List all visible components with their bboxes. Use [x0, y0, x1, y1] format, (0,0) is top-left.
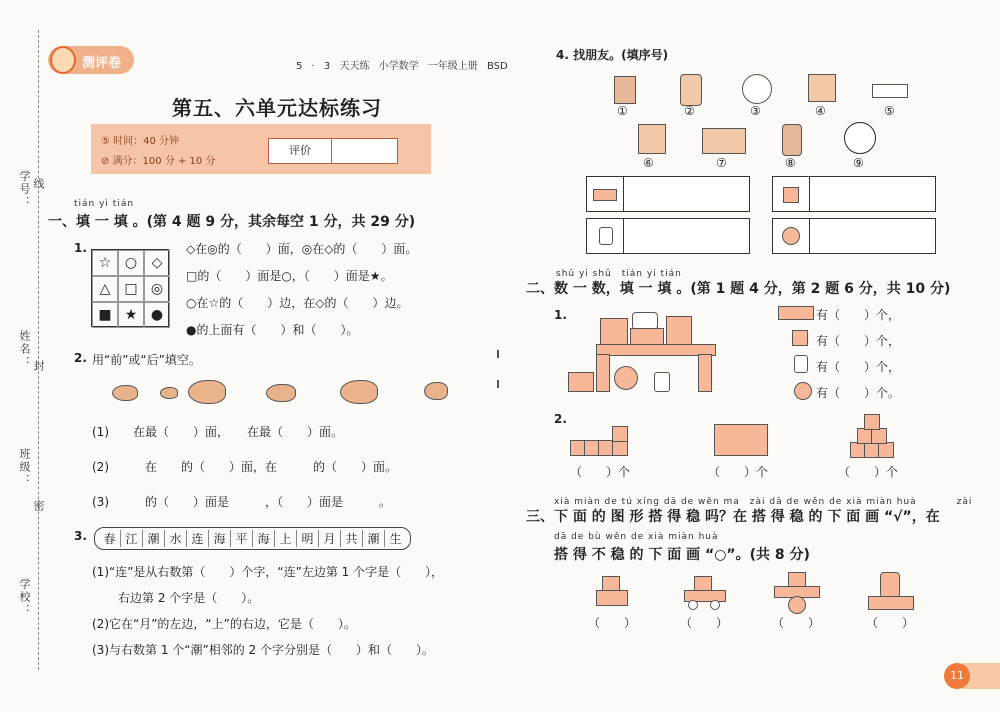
- q2-prompt: 用“前”或“后”填空。: [92, 353, 201, 367]
- sort-box-cylinder[interactable]: [586, 218, 750, 254]
- stack-count-1: （ ）个: [570, 465, 631, 479]
- q3-line-4: (3)与右数第 1 个“潮”相邻的 2 个字分别是（ ）和（ ）。: [92, 643, 434, 657]
- char-cell: 海: [209, 530, 231, 547]
- binding-mark-seal: 封: [32, 360, 45, 373]
- q2-line-2: (2) 在 的（ ）面，在 的（ ）面。: [92, 460, 398, 474]
- sec3-line-1: 三、下 面 的 图 形 搭 得 稳 吗？在 搭 得 稳 的 下 面 画 “√”，在: [526, 509, 940, 525]
- badge-label: 测评卷: [82, 56, 122, 71]
- q4-title: 4. 找朋友。(填序号): [556, 48, 669, 62]
- stack-count-2: （ ）个: [708, 465, 769, 479]
- stack-count-3: （ ）个: [838, 465, 899, 479]
- block-building-figure: [566, 310, 716, 400]
- q3-line-3: (2)它在“月”的左边，“上”的右边，它是（ ）。: [92, 617, 356, 631]
- box-icon: [702, 128, 746, 154]
- fish-icon: [112, 385, 138, 401]
- q4-label: ③: [750, 104, 761, 118]
- class-label: 班级：: [18, 448, 31, 487]
- stability-answer-3: （ ）: [772, 616, 821, 630]
- char-cell: 潮: [143, 530, 165, 547]
- binding-line: [38, 30, 39, 670]
- volleyball-icon: [742, 74, 772, 104]
- fish-icon: [188, 380, 226, 404]
- sec3-pinyin-2: dā de bù wěn de xià miàn huà: [554, 532, 719, 542]
- cube-icon: [792, 330, 808, 346]
- sec3-line-2: 搭 得 不 稳 的 下 面 画 “○”。(共 8 分): [554, 547, 810, 563]
- sec2-pinyin: shǔ yi shǔ tián yi tián: [556, 269, 682, 279]
- sec2-title: 二、数 一 数，填 一 填 。(第 1 题 4 分，第 2 题 6 分，共 10 分): [526, 281, 951, 297]
- char-cell: 海: [253, 530, 275, 547]
- shape-grid: [91, 249, 169, 327]
- stability-answer-1: （ ）: [588, 616, 637, 630]
- grid-cell: ■: [92, 302, 118, 328]
- sec1-title: 一、填 一 填 。(第 4 题 9 分，其余每空 1 分，共 29 分): [48, 214, 416, 230]
- stability-answer-4: （ ）: [866, 616, 915, 630]
- test-badge: [48, 46, 134, 74]
- school-label: 学校：: [18, 578, 31, 617]
- book-icon: [614, 76, 636, 104]
- sort-box-cuboid[interactable]: [586, 176, 750, 212]
- q4-label: ⑤: [884, 104, 895, 118]
- grid-cell: ◇: [144, 250, 170, 276]
- rubiks-cube-icon: [808, 74, 836, 102]
- cube-stack-2: [710, 418, 770, 458]
- stability-answer-2: （ ）: [680, 616, 729, 630]
- char-cell: 江: [121, 530, 143, 547]
- q4-label: ⑥: [643, 156, 654, 170]
- fish-icon: [160, 387, 178, 399]
- evaluation-label: 评价: [269, 139, 332, 163]
- soccer-ball-icon: [844, 122, 876, 154]
- count-sphere: 有（ ）个。: [816, 386, 901, 400]
- page-title: 第五、六单元达标练习: [172, 96, 382, 120]
- name-label: 姓名：: [18, 330, 31, 369]
- q2-number: 2.: [74, 351, 87, 365]
- log-icon: [782, 124, 802, 156]
- grid-cell: ◎: [144, 276, 170, 302]
- fish-icon: [266, 384, 296, 402]
- book-header: 5 · 3 天天练 小学数学 一年级上册 BSD: [296, 61, 508, 72]
- q4-label: ①: [617, 104, 628, 118]
- char-cell: 月: [319, 530, 341, 547]
- char-cell: 连: [187, 530, 209, 547]
- cylinder-icon: [587, 219, 624, 253]
- q4-label: ②: [684, 104, 695, 118]
- cube-stack-3: [846, 412, 896, 458]
- q4-label: ⑨: [853, 156, 864, 170]
- binding-mark-secret: 密: [32, 500, 45, 513]
- count-cube: 有（ ）个，: [816, 334, 901, 348]
- char-cell: 潮: [363, 530, 385, 547]
- char-cell: 上: [275, 530, 297, 547]
- sort-box-sphere[interactable]: [772, 218, 936, 254]
- time-limit: ⑤ 时间：40 分钟: [101, 136, 180, 147]
- cube-icon: [773, 177, 810, 211]
- cylinder-icon: [794, 355, 808, 373]
- sec2-q2-number: 2.: [554, 412, 567, 426]
- q4-label: ⑧: [785, 156, 796, 170]
- binding-mark-line: 线: [32, 178, 45, 191]
- q2-line-1: (1) 在最（ ）面， 在最（ ）面。: [92, 425, 343, 439]
- fold-mark: [497, 350, 499, 358]
- char-cell: 共: [341, 530, 363, 547]
- tea-can-icon: [680, 74, 702, 106]
- char-cell: 生: [389, 532, 402, 546]
- stack-figure-2: [680, 572, 730, 612]
- char-cell: 水: [165, 530, 187, 547]
- page-number: 11: [944, 663, 970, 689]
- fish-icon: [340, 380, 378, 404]
- char-cell: 平: [231, 530, 253, 547]
- grid-cell: ●: [144, 302, 170, 328]
- eraser-icon: [872, 84, 908, 98]
- sphere-icon: [773, 219, 810, 253]
- full-score: ⊘ 满分：100 分 + 10 分: [101, 156, 216, 167]
- q1-line-3: ○在☆的（ ）边，在◇的（ ）边。: [186, 296, 409, 310]
- count-cylinder: 有（ ）个，: [816, 360, 901, 374]
- sec1-pinyin: tián yì tián: [74, 199, 135, 209]
- q3-line-1: (1)“连”是从右数第（ ）个字，“连”左边第 1 个字是（ ），: [92, 565, 444, 579]
- q3-number: 3.: [74, 529, 87, 543]
- stack-figure-1: [592, 572, 636, 612]
- evaluation-box[interactable]: [268, 138, 398, 164]
- cuboid-icon: [778, 306, 814, 320]
- count-cuboid: 有（ ）个，: [816, 308, 901, 322]
- grid-cell: ○: [118, 250, 144, 276]
- stack-figure-4: [866, 570, 916, 614]
- sort-box-cube[interactable]: [772, 176, 936, 212]
- char-cell: 明: [297, 530, 319, 547]
- sec2-q1-number: 1.: [554, 308, 567, 322]
- sphere-icon: [794, 382, 812, 400]
- q1-line-4: ●的上面有（ ）和（ ）。: [186, 323, 359, 337]
- q3-line-2: 右边第 2 个字是（ ）。: [118, 591, 260, 605]
- q4-label: ④: [815, 104, 826, 118]
- fold-mark: [497, 380, 499, 388]
- washing-machine-icon: [638, 124, 666, 154]
- cube-stack-1: [570, 422, 636, 456]
- grid-cell: ☆: [92, 250, 118, 276]
- mascot-icon: [50, 46, 76, 74]
- grid-cell: △: [92, 276, 118, 302]
- stack-figure-3: [772, 570, 822, 614]
- grid-cell: ★: [118, 302, 144, 328]
- q1-line-1: ◇在◎的（ ）面，◎在◇的（ ）面。: [186, 242, 418, 256]
- cuboid-icon: [587, 177, 624, 211]
- char-cell: 春: [99, 530, 121, 547]
- q4-label: ⑦: [716, 156, 727, 170]
- q1-line-2: □的（ ）面是○，（ ）面是★。: [186, 269, 393, 283]
- q2-line-3: (3) 的（ ）面是 ，（ ）面是 。: [92, 495, 392, 509]
- sec3-pinyin-1: xià miàn de tú xíng dā de wěn ma zài dā de wěn de xià miàn huà zài: [554, 497, 973, 507]
- student-id-label: 学号：: [18, 170, 31, 209]
- poem-char-strip: [94, 527, 411, 550]
- fish-icon: [424, 382, 448, 400]
- q1-number: 1.: [74, 241, 87, 255]
- grid-cell: □: [118, 276, 144, 302]
